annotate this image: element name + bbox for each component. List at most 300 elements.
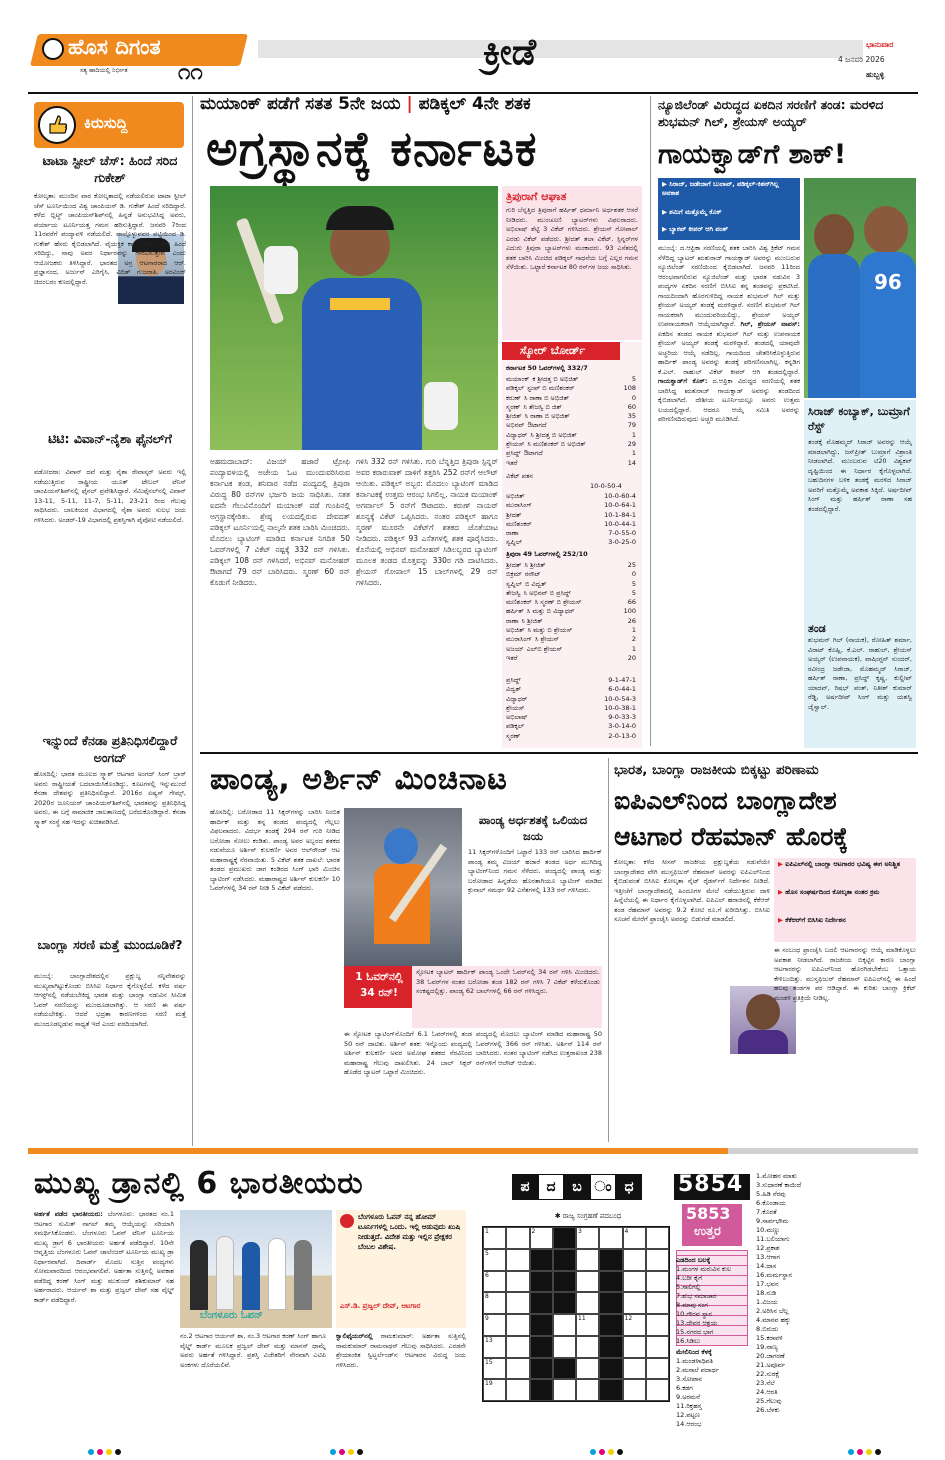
crossword-cell[interactable] (646, 1271, 669, 1293)
bullet-icon: ▶ (662, 225, 670, 233)
scoreboard-cell: 7-0-55-0 (608, 529, 636, 538)
tennis-players-photo (180, 1210, 332, 1328)
scoreboard-cell: ಸಿ ರಾಣಾ ಬಿ ಅಭಿಜಿತ್ (524, 393, 570, 402)
main-body-1: ಅಹಮದಾಬಾದ್: ವಿಜಯ್ ಹಜಾರೆ ಟ್ರೋಫಿ ಪಂದ್ಯಾವಳಿಯಲ್ಲಿ ಅಜೇಯ ಓಟ ಮುಂದುವರಿಸಿರುವ ಕರ್ನಾಟಕ ತಂಡ, ಶನಿವಾರ ನಡೆದ ಪಂದ್ಯದಲ್ಲಿ ತ್ರಿಪುರಾ ವಿರುದ್ಧ 80 ರನ್‌ಗಳ ಭರ್ಜರಿ ಜಯ ಸಾಧಿಸಿತು. ಸತತ ಐದನೇ ಗೆಲುವಿನೊಂದಿಗೆ ಮಯಾಂಕ್ ಪಡೆ ಗುಂಪಿನಲ್ಲಿ ಅಗ್ರಸ್ಥಾನಕ್ಕೇರಿತು. ಶ್ರೇಷ್ಠ ಲಯದಲ್ಲಿರುವ ದೇವದತ್ ಪಡಿಕ್ಕಲ್ ಟೂರ್ನಿಯಲ್ಲಿ ನಾಲ್ಕನೇ ಶತಕ ಬಾರಿಸಿ ಮಿಂಚಿದರು. ಮೊದಲು ಬ್ಯಾಟಿಂಗ್ ಮಾಡಿದ ಕರ್ನಾಟಕ ನಿಗದಿತ 50 ಓವರ್‌ಗಳಲ್ಲಿ 7 ವಿಕೆಟ್ ನಷ್ಟಕ್ಕೆ 332 ರನ್ ಗಳಿಸಿತು. ಪಡಿಕ್ಕಲ್ 108 ರನ್ ಗಳಿಸಿದರೆ, ಅಭಿನವ್ ಮನೋಹರ್ ಔಟಾಗದೆ 79 ರನ್ ಬಾರಿಸಿದರು. ಸ್ಮರಣ್ 60 ರನ್ ಕೊಡುಗೆ ನೀಡಿದರು. (210, 457, 350, 587)
scoreboard-cell: 5 (631, 588, 636, 597)
scoreboard-cell: ಸ್ವಪ್ನಿಲ್ (506, 579, 522, 588)
scoreboard-cell: ಇತರೆ (506, 653, 518, 662)
puzzle-caption-text: ರಾಜ್ಯ ಸಂಗ್ರಹಣೆ ಪದಬಂಧ (562, 1212, 622, 1220)
crossword-cell[interactable]: 9 (483, 1314, 506, 1336)
crossword-block (553, 1292, 576, 1314)
siraj-photo: 96 (804, 178, 916, 398)
bangla-bullet-3-text: ಕೆಕೆಆರ್‌ಗೆ ಬಿಸಿಸಿಐ ನಿರ್ದೇಶನ (785, 916, 846, 924)
clue-item: 25.ಗೆಲುವು (756, 1397, 782, 1405)
crossword-cell[interactable]: 11 (576, 1314, 599, 1336)
scoreboard-cell: ಸಿ ಶ್ರೀಜಿತ್ (524, 561, 546, 569)
clue-item: 9.ಅರಮನೆ (676, 1393, 700, 1401)
scoreboard-cell: ರಾಣಾ (506, 616, 519, 625)
scoreboard-innings-2 (506, 561, 636, 663)
across-list (676, 1265, 752, 1346)
clue-item: 5.ಹಿಡಿ ನೆರವು (756, 1190, 786, 1198)
scoreboard-cell (517, 654, 627, 663)
main-kicker-b: ಪಡಿಕ್ಕಲ್ 4ನೇ ಶತಕ (418, 94, 531, 114)
clue-item: 6.ಕಡಗ (676, 1384, 693, 1392)
crossword-cell[interactable]: 3 (576, 1227, 599, 1249)
puzzle-title-letter: ಧ (616, 1174, 642, 1200)
crossword-cell[interactable] (506, 1249, 529, 1271)
scoreboard-cell: 10-0-60-4 (604, 492, 636, 500)
print-marks-left (88, 1440, 124, 1459)
scoreboard-cell: ಬಿಕ್ರಮ್ (506, 570, 522, 579)
crossword-cell[interactable] (506, 1292, 529, 1314)
across-title: ಎಡದಿಂದ ಬಲಕ್ಕೆ (676, 1256, 711, 1264)
scoreboard-head-2: ತ್ರಿಪುರಾ 49 ಓವರ್‌ಗಳಲ್ಲಿ 252/10 (506, 550, 588, 558)
scoreboard-row (506, 589, 636, 598)
scoreboard-row (506, 713, 636, 722)
scoreboard-cell: ಸ್ಮರಣ್ (506, 731, 521, 740)
scoreboard-cell: ಶ್ರೀದತ್ (506, 561, 522, 569)
nz-bullet-2 (662, 208, 798, 217)
scoreboard-cell: 10-0-64-1 (604, 501, 636, 510)
scoreboard-cell: ಮಯಾಂಕ್ (506, 375, 530, 383)
scoreboard-row (506, 598, 636, 607)
scoreboard-row (506, 654, 636, 663)
clue-item: 20.ಜಾಗರಣೆ (756, 1352, 785, 1360)
bottom-bar-orange-2 (638, 1148, 728, 1154)
scoreboard-cell: ಅಭಿಜಿತ್ (506, 626, 525, 635)
kicker-separator: | (406, 94, 419, 114)
crossword-cell[interactable] (646, 1314, 669, 1336)
scoreboard-row (506, 570, 636, 579)
scoreboard-cell: ಸ್ಮರಣ್ (506, 402, 521, 411)
scoreboard-cell: ವಿದ್ಯಾಧರ್ (506, 430, 528, 439)
scoreboard-cell: ಹರ್ಷಿತ್ (506, 607, 524, 616)
crossword-grid[interactable] (482, 1226, 670, 1402)
puzzle-title-letter: ಪ (512, 1174, 538, 1200)
scoreboard-cell: 3-0-25-0 (608, 538, 636, 547)
bottom-headline: ಮುಖ್ಯ ಡ್ರಾನಲ್ಲಿ 6 ಭಾರತೀಯರು (34, 1166, 364, 1201)
logo-tagline: ಸತ್ಯ ಹಾದಿಯಲ್ಲಿ ನಿರ್ಭೀತ (80, 67, 128, 74)
scoreboard-cell: 1 (631, 430, 636, 439)
scoreboard-cell: 29 (627, 440, 636, 449)
bullet-icon: ▶ (662, 180, 670, 188)
scoreboard-cell: 35 (627, 412, 636, 421)
scoreboard-cell: 10-0-38-1 (604, 703, 636, 712)
scoreboard-cell: ಮುರಾಸಿಂಗ್ (506, 635, 532, 644)
crossword-cell[interactable] (506, 1314, 529, 1336)
clue-item: 12.ಪಟ್ಟಣ (676, 1411, 700, 1419)
pandya-badge-text: 1 ಓವರ್‌ನಲ್ಲಿ 34 ರನ್! (355, 971, 403, 999)
print-marks-right (848, 1440, 884, 1459)
main-body-col-1 (210, 456, 350, 746)
crossword-block (599, 1249, 622, 1271)
clue-item: 9.ಸಾರ್ವಭೌಮ (756, 1217, 789, 1225)
clue-item: 14.ದಾಸ (756, 1262, 777, 1270)
nz-bullet-3 (662, 225, 798, 234)
scoreboard-row (506, 580, 636, 589)
brief-1-body: ಕೋಲ್ಕತಾ: ಮುಂದಿನ ವಾರ ಕೋಲ್ಕತಾದಲ್ಲಿ ನಡೆಯಲಿರುವ ಟಾಟಾ ಸ್ಟೀಲ್ ಚೆಸ್ ಟೂರ್ನಿಯಿಂದ ವಿಶ್ವ ಚಾಂಪಿಯನ್ ಡಿ. ಗುಕೇಶ್ ಹಿಂದೆ ಸರಿದಿದ್ದಾರೆ. ಕಳೆದ ಬ್ಲಿಟ್ಜ್ ಚಾಂಪಿಯನ್‌ಶಿಪ್‌ನಲ್ಲಿ ಹಿನ್ನಡೆ ಅನುಭವಿಸಿದ್ದ ಅವರು, ಪರ್ಯಾಯ ಟೂರ್ನಿಯತ್ತ ಗಮನ ಹರಿಸುತ್ತಿದ್ದಾರೆ. ಜನವರಿ 7ರಿಂದ 11ರವರೆಗೆ ಪಂದ್ಯಾವಳಿ ನಡೆಯಲಿದೆ. ಪಾಲ್ಗೊಳ್ಳುವವರ ಪಟ್ಟಿಯಿಂದ ಡಿ. ಗುಕೇಶ್ ಹೆಸರು ಕೈಬಿಡಲಾಗಿದೆ. ವೈಯಕ್ತಿಕ ಕಾರಣದಿಂದ ಅವರು ಹಿಂದೆ ಸರಿದಿದ್ದು, ನಾವು ಅವರ ನಿರ್ಧಾರವನ್ನು ಗೌರವಿಸುತ್ತೇವೆ ಎಂದು ಆಯೋಜಕರು ತಿಳಿಸಿದ್ದಾರೆ. ಭಾರತದ ಅಗ್ರ ಆಟಗಾರರಾದ ಆರ್. ಪ್ರಜ್ಞಾನಂದ, ಅರ್ಜುನ್ ಎರಿಗೈಸಿ, ವಿದಿತ್ ಗುಜರಾತಿ, ಅರವಿಂದ್ ಚಿದಂಬರಂ ಕಣದಲ್ಲಿದ್ದಾರೆ. (34, 192, 186, 286)
fow-value: 10-0-50-4 (590, 482, 622, 490)
crossword-cell[interactable] (623, 1336, 646, 1358)
scoreboard-row (506, 459, 636, 468)
crossword-cell[interactable] (599, 1227, 622, 1249)
bangla-bullet-3 (778, 916, 914, 925)
pandya-body-col-1: ಹೊಸದಿಲ್ಲಿ: ಬರೋಡಾದ 11 ಸಿಕ್ಸರ್‌ಗಳನ್ನು ಬಾರಿಸಿ ನಿಂಬಿತ ಹಾರ್ದಿಕ್ ಮತ್ತು ತನ್ನ ತಂಡದ ಪಂದ್ಯದಲ್ಲಿ ಗೆಲ್ಲಲು ವಿಫಲವಾದರು. ವಿದರ್ಭ ತಂಡಕ್ಕೆ 294 ರನ್ ಗುರಿ ನೀಡಿದ ಬರೋಡಾ ಸೋಲು ಕಂಡಿತು. ಪಾಂಡ್ಯ ಅವರ ಅಬ್ಬರದ ಶತಕದ ನಡುವೆಯೂ ಅರ್ಶಿನ್ ಕುಲಕರ್ಣಿ ಅವರ ಆಲ್‌ರೌಂಡ್ ಆಟ ಮಹಾರಾಷ್ಟ್ರಕ್ಕೆ ನೆರವಾಯಿತು. 5 ವಿಕೆಟ್ ಶತಕ ದಾಖಲೆ: ಭಾರತ ತಂಡದ ಪ್ರಮುಖರು ಜಾಗ ಕಂಡಿರದ ಸಿಂಗ್ ಭಾರಿ ಮಿಂಚಿನ ಬ್ಯಾಟಿಂಗ್ ನಡೆಸಿದರು. ಮಹಾರಾಷ್ಟ್ರದ ಅರ್ಶಿನ್ ಕುಲಕರ್ಣಿ 10 ಓವರ್‌ಗಳಲ್ಲಿ 34 ರನ್ ನೀಡಿ 5 ವಿಕೆಟ್ ಪಡೆದರು. (210, 808, 340, 892)
crossword-block (599, 1292, 622, 1314)
scoreboard-cell: ಮುರಾಸಿಂಗ್ (506, 501, 532, 510)
scoreboard-row (506, 403, 636, 412)
scoreboard-cell: 25 (627, 561, 636, 569)
scoreboard-cell: 9-1-47-1 (608, 676, 636, 684)
down-list (676, 1357, 752, 1429)
clue-item: 15.ಕರಾವಳಿ (756, 1334, 783, 1342)
clue-item: 12.ಪ್ರಕಾಶ (756, 1244, 780, 1252)
answers-list-2 (756, 1298, 918, 1415)
pandya-divider (608, 758, 609, 1142)
scoreboard-cell: ಔಟಾಗದೆ (523, 449, 543, 458)
crossword-cell[interactable]: 4 (623, 1227, 646, 1249)
puzzle-title (512, 1174, 642, 1200)
crossword-cell[interactable] (506, 1358, 529, 1380)
crossword-cell[interactable] (553, 1336, 576, 1358)
scoreboard-row (506, 645, 636, 654)
crossword-block (553, 1227, 576, 1249)
crossword-cell[interactable] (646, 1227, 669, 1249)
clue-item: 5.ಸಾಲಿಗಲ್ಲಿ (676, 1283, 701, 1291)
crossword-block (599, 1271, 622, 1293)
clue-item: 3.ಸುಧಾರಣೆ ಕಾಯಿದೆ (756, 1181, 802, 1189)
clue-item: 11.ರಿಕ್ತಹಸ್ತ (676, 1402, 702, 1410)
section-bar (258, 40, 863, 58)
scoreboard-row (506, 635, 636, 644)
crossword-cell[interactable] (646, 1249, 669, 1271)
quote-author: ಎಸ್.ಡಿ. ಪ್ರಜ್ವಲ್ ದೇವ್, ಆಟಗಾರ (340, 1302, 421, 1310)
scoreboard-row (506, 617, 636, 626)
clue-item: 16.ಸಿಡಿಲು (676, 1337, 701, 1345)
scoreboard-row (506, 732, 636, 741)
answers-list (756, 1172, 918, 1415)
pandya-badge-body: ಸ್ಫೋಟಕ ಬ್ಯಾಟರ್ ಹಾರ್ದಿಕ್ ಪಾಂಡ್ಯ ಒಂದೇ ಓವರ್‌ನಲ್ಲಿ 34 ರನ್ ಗಳಿಸಿ ಮಿಂಚಿದರು. 38 ಓವರ್‌ಗಳ ನಂತರ ಬರೋಡಾ ತಂಡ 182 ರನ್ ಗಳಿಸಿ 7 ವಿಕೆಟ್ ಕಳೆದುಕೊಂಡು ಸಂಕಷ್ಟದಲ್ಲಿತ್ತು. ಪಾಂಡ್ಯ 62 ಬಾಲ್‌ಗಳಲ್ಲಿ 66 ರನ್ ಗಳಿಸಿದ್ದರು. (416, 968, 600, 995)
thumbs-up-icon (38, 106, 76, 144)
bangla-headline-1: ಐಪಿಎಲ್‌ನಿಂದ ಬಾಂಗ್ಲಾದೇಶ (614, 786, 837, 815)
crossword-cell[interactable] (506, 1379, 529, 1401)
scoreboard-cell: ಶ್ರೀದತ್ (506, 510, 522, 519)
crossword-cell[interactable] (623, 1379, 646, 1401)
tennis-photo-label: ಬೆಂಗಳೂರು ಓಪನ್ (200, 1310, 263, 1321)
bullet-icon: ▶ (778, 916, 786, 924)
clue-item: 7.ಶುಭ ಸಮಾಚಾರ (676, 1292, 717, 1300)
scoreboard-cell: 0 (631, 570, 636, 579)
across-clues (676, 1256, 752, 1429)
print-marks-center-2 (590, 1440, 626, 1459)
crossword-block (599, 1358, 622, 1380)
clue-item: 11.ಬಲಿಯಾಗು (756, 1235, 790, 1243)
clue-item: 18.ನುಡಿ (756, 1289, 777, 1297)
scoreboard-cell: ರನೌಟ್ (524, 570, 541, 579)
crossword-cell[interactable] (553, 1379, 576, 1401)
scoreboard-innings-1 (506, 375, 636, 468)
scoreboard-cell: 5 (631, 375, 636, 383)
scoreboard-cell: 108 (623, 384, 636, 393)
puzzle-star-icon: ✱ (554, 1212, 563, 1220)
bangla-bullet-2-text: ಹೊಸ ಸಂಘರ್ಷದಿಂದ ಕೋಲ್ಕತಾ ನಂತರ ಕ್ರಮ (785, 888, 880, 896)
puzzle-number: 5854 (678, 1172, 744, 1197)
clue-item: 16.ಮರ್ಮಸ್ಥಾನ (756, 1271, 793, 1279)
scoreboard-cell: ಇತರೆ (506, 458, 518, 467)
scoreboard-row (506, 695, 636, 704)
crossword-cell[interactable] (553, 1314, 576, 1336)
scoreboard-cell: 79 (627, 421, 636, 430)
crossword-block (599, 1336, 622, 1358)
clue-item: 1.ಮಂಗಳ ಮರುವಿನ ಕುಲ (676, 1265, 732, 1273)
scoreboard-cell: 3-0-14-0 (608, 722, 636, 731)
answer-label: ಉತ್ತರ (694, 1224, 721, 1239)
crossword-block (599, 1379, 622, 1401)
scoreboard-row (506, 704, 636, 713)
scoreboard-cell: ಎಲ್‌ಬಿ ಶ್ರೇಯಸ್ (526, 644, 563, 653)
crossword-cell[interactable] (646, 1358, 669, 1380)
scoreboard-cell: 1 (631, 644, 636, 653)
bottom-body-lead: ಅರ್ಹತೆ ಪಡೆದ ಭಾರತೀಯರು: (34, 1210, 108, 1218)
crossword-cell[interactable] (646, 1379, 669, 1401)
scoreboard-cell: ಸಿ ಮತ್ತು ಬಿ ವಿದ್ಯಾಧರ್ (526, 607, 575, 616)
crossword-cell[interactable] (623, 1358, 646, 1380)
mid-rule (200, 752, 918, 754)
side-story-body: ಗುರಿ ಬೆನ್ನತ್ತಿದ ತ್ರಿಪುರಾಗೆ ಹರ್ಷಿತ್ ಧರ್ಮಾನಿ ಅರ್ಧಶತಕ ಆಸರೆ ನೀಡಿದರು. ಮುಂಚೂಣಿ ಬ್ಯಾಟರ್‌ಗಳು ವಿಫಲರಾದರು. ಅಭಿಲಾಷ್ ಶೆಟ್ಟಿ 3 ವಿಕೆಟ್ ಗಳಿಸಿದರು. ಶ್ರೇಯಸ್ ಗೋಪಾಲ್ ಎರಡು ವಿಕೆಟ್ ಪಡೆದರು. ಶ್ರೀದತ್ ತಲಾ ವಿಕೆಟ್. ಸ್ಪಿನ್ನರ್‌ಗಳ ಎದುರು ತ್ರಿಪುರಾ ಬ್ಯಾಟರ್‌ಗಳು ಮಂಕಾದರು. 93 ಎಸೆತದಲ್ಲಿ ಶತಕ ಬಾರಿಸಿ ಮಿಂಚಿದ ಪಡಿಕ್ಕಲ್ ಸಾಧನೆಯ ಬಗ್ಗೆ ಎಲ್ಲರ ಗಮನ ಸೆಳೆಯಿತು. ಒಟ್ಟಾರೆ ಕರ್ನಾಟಕ 80 ರನ್‌ಗಳ ಜಯ ಸಾಧಿಸಿತು. (506, 206, 638, 271)
scoreboard-cell: ಸಿ ಮತ್ತು ಬಿ ಶ್ರೇಯಸ್ (527, 626, 573, 635)
crossword-cell[interactable] (646, 1292, 669, 1314)
main-body-2: ಗಳಿಸಿ 332 ರನ್ ಗಳಿಸಿತು. ಗುರಿ ಬೆನ್ನತ್ತಿದ ತ್ರಿಪುರಾ ಸ್ಪಿನ್ನರ್ ಅವರ ಕರಾರುವಾಕ್ ದಾಳಿಗೆ ತತ್ತರಿಸಿ 252 ರನ್‌ಗೆ ಆಲೌಟ್ ಆಯಿತು. ಪಡಿಕ್ಕಲ್ ಅಬ್ಬರ: ಮೊದಲು ಬ್ಯಾಟಿಂಗ್ ಮಾಡಿದ ಕರ್ನಾಟಕಕ್ಕೆ ಉತ್ತಮ ಆರಂಭ ಸಿಗಲಿಲ್ಲ. ನಾಯಕ ಮಯಾಂಕ್ ಅಗರ್ವಾಲ್ 5 ರನ್‌ಗೆ ಔಟಾದರು. ಕರುಣ್ ನಾಯರ್ ಶೂನ್ಯಕ್ಕೆ ವಿಕೆಟ್ ಒಪ್ಪಿಸಿದರು. ನಂತರ ಪಡಿಕ್ಕಲ್ ಹಾಗೂ ಸ್ಮರಣ್ ಮೂರನೇ ವಿಕೆಟ್‌ಗೆ ಶತಕದ ಜೊತೆಯಾಟ ನೀಡಿದರು. ಪಡಿಕ್ಕಲ್ 93 ಎಸೆತಗಳಲ್ಲಿ ಶತಕ ಪೂರೈಸಿದರು. ಕೊನೆಯಲ್ಲಿ ಅಭಿನವ್ ಮನೋಹರ್ ಸಿಡಿಲಬ್ಬರದ ಬ್ಯಾಟಿಂಗ್ ಮೂಲಕ ತಂಡದ ಮೊತ್ತವನ್ನು 330ರ ಗಡಿ ದಾಟಿಸಿದರು. ಶ್ರೇಯಸ್ ಗೋಪಾಲ್ 15 ಬಾಲ್‌ಗಳಲ್ಲಿ 29 ರನ್ ಗಳಿಸಿದರು. (356, 457, 498, 587)
nz-body-2: ಏಕದಿನ ತಂಡದ ನಾಯಕ ಶುಭಮನ್ ಗಿಲ್ ಮತ್ತು ಉಪನಾಯಕ ಶ್ರೇಯಸ್ ಅಯ್ಯರ್ ತಂಡಕ್ಕೆ ಮರಳಿದ್ದಾರೆ. ತಂಡದಲ್ಲಿ ಯಾವುದೇ ಅಚ್ಚರಿಯ ಆಯ್ಕೆ ನಡೆದಿಲ್ಲ. ಗಾಯದಿಂದ ಚೇತರಿಸಿಕೊಳ್ಳುತ್ತಿರುವ ಹಾರ್ದಿಕ್ ಪಾಂಡ್ಯ ಅವರನ್ನು ತಂಡಕ್ಕೆ ಪರಿಗಣಿಸಲಾಗಿಲ್ಲ. ಕನ್ನಡಿಗ ಕೆ.ಎಲ್. ರಾಹುಲ್ ವಿಕೆಟ್ ಕೀಪರ್ ಆಗಿ ತಂಡದಲ್ಲಿದ್ದಾರೆ. (658, 329, 800, 376)
crossword-cell[interactable] (576, 1292, 599, 1314)
crossword-cell[interactable]: 5 (483, 1249, 506, 1271)
scoreboard-cell: ಕ ಶ್ರೀದತ್ತ ಬಿ ಅಭಿಜಿತ್ (532, 375, 579, 383)
scoreboard-cell: 100 (623, 607, 636, 616)
scoreboard-cell: ಶ್ರೇಯಸ್ (506, 440, 525, 449)
bottom-body-col-3 (336, 1332, 466, 1436)
crossword-cell[interactable]: 19 (483, 1379, 506, 1401)
bottom-body-3: ರಾಮಕುಮಾರ್: ಅರ್ಹತಾ ಸುತ್ತಿನಲ್ಲಿ ರಾಮಕುಮಾರ್ ರಾಮನಾಥನ್ ಗೆಲುವು ಸಾಧಿಸಿದರು. ಎರಡನೇ ಶ್ರೇಯಾಂಕಿತ ಸ್ವಿಟ್ಜರ್ಲೆಂಡ್‌ನ ಆಟಗಾರನ ವಿರುದ್ಧ ಜಯ ಗಳಿಸಿದರು. (336, 1332, 466, 1369)
scoreboard-cell: ಶ್ರೀಜಿತ್ (506, 412, 522, 421)
crossword-block (530, 1336, 553, 1358)
scoreboard-row (506, 626, 636, 635)
crossword-block (553, 1358, 576, 1380)
scoreboard-cell: 20 (627, 653, 636, 662)
crossword-cell[interactable] (506, 1227, 529, 1249)
crossword-cell[interactable] (623, 1249, 646, 1271)
scoreboard-cell: ಸ್ಟಂಪ್ ಬಿ ಮಣಿಶಂಕರ್ (527, 384, 575, 393)
clue-item: 8.ಮಾವು ಸಂಗ (676, 1301, 708, 1309)
siraj-caption: ಸಿರಾಜ್ ಕಂಬ್ಯಾಕ್, ಬುಮ್ರಾಗೆ ರೆಸ್ಟ್ (808, 405, 910, 433)
bowling-innings-2 (506, 676, 636, 741)
section-title: ಕ್ರೀಡೆ (483, 32, 537, 73)
scoreboard-cell: ಔಟಾಗದೆ (527, 421, 547, 430)
scoreboard-row (506, 561, 636, 570)
clue-item: 4.ಮಾನವ ಹಕ್ಕು (756, 1316, 791, 1324)
nz-body: ಮುಂಬೈ: ದ.ಆಫ್ರಿಕಾ ಸರಣಿಯಲ್ಲಿ ಶತಕ ಬಾರಿಸಿ ವಿಶ್ವ ಕ್ರಿಕೆಟ್ ಗಮನ ಸೆಳೆದಿದ್ದ ಬ್ಯಾಟರ್ ಋತುರಾಜ್ ಗಾಯಕ್ವಾಡ್ ಅವರನ್ನು ಮುಂಬರುವ ನ್ಯೂಜಿಲೆಂಡ್ ಸರಣಿಯಿಂದ ಕೈಬಿಡಲಾಗಿದೆ. ಜನವರಿ 11ರಿಂದ ಆರಂಭವಾಗಲಿರುವ ನ್ಯೂಜಿಲೆಂಡ್ ಮತ್ತು ಭಾರತ ನಡುವಿನ 3 ಪಂದ್ಯಗಳ ಏಕದಿನ ಸರಣಿಗೆ ಬಿಸಿಸಿಐ ತನ್ನ ತಂಡವನ್ನು ಪ್ರಕಟಿಸಿದೆ. ಗಾಯದಿಂದಾಗಿ ಹೊರಗುಳಿದಿದ್ದ ನಾಯಕ ಶುಭಮನ್ ಗಿಲ್ ಮತ್ತು ಶ್ರೇಯಸ್ ಅಯ್ಯರ್ ತಂಡಕ್ಕೆ ಮರಳಿದ್ದಾರೆ. ಸರಣಿಗೆ ಶುಭಮನ್ ಗಿಲ್ ನಾಯಕರಾಗಿ ಮುಂದುವರಿಯಲಿದ್ದು, ಶ್ರೇಯಸ್ ಅಯ್ಯರ್ ಉಪನಾಯಕರಾಗಿ ಆಯ್ಕೆಯಾಗಿದ್ದಾರೆ. (658, 244, 800, 328)
scoreboard-cell: ಅಜಯ್ (506, 644, 524, 653)
main-headline: ಅಗ್ರಸ್ಥಾನಕ್ಕೆ ಕರ್ನಾಟಕ (206, 121, 538, 177)
scoreboard-row (506, 375, 636, 384)
nz-bullet-1 (662, 180, 798, 198)
crossword-cell[interactable]: 2 (530, 1227, 553, 1249)
scoreboard-cell: 66 (627, 598, 636, 607)
crossword-block (553, 1271, 576, 1293)
clue-item: 14.ಆರಂಭ (676, 1420, 702, 1428)
bullet-icon: ▶ (778, 888, 786, 896)
clue-item: 10.ಗೌರವ ಸ್ಥಾನ (676, 1310, 712, 1318)
scoreboard-cell: ಪ್ರಸಿದ್ಧ್ (506, 676, 521, 684)
scoreboard-cell: ವಿದ್ವತ್ (506, 685, 522, 694)
padikkal-photo (210, 186, 498, 450)
clue-item: 15.ನಗರದ ಭಾಗ (676, 1328, 714, 1336)
bangla-bullet-1 (778, 860, 914, 869)
crossword-cell[interactable]: 15 (483, 1358, 506, 1380)
clue-item: 3.ಸೋಪಾನ (676, 1375, 703, 1383)
scoreboard-cell: 26 (627, 616, 636, 625)
crossword-cell[interactable] (576, 1379, 599, 1401)
down-title: ಮೇಲಿನಿಂದ ಕೆಳಕ್ಕೆ (676, 1348, 712, 1356)
scoreboard-cell: ಸಿ ರಾಣಾ ಬಿ ಅಭಿಜಿತ್ (524, 412, 570, 421)
crossword-cell[interactable] (506, 1271, 529, 1293)
clue-item: 22.ಸುರಕ್ಷೆ (756, 1370, 780, 1378)
puzzle-caption (512, 1212, 664, 1221)
crossword-cell[interactable] (576, 1336, 599, 1358)
scoreboard-row (506, 520, 636, 529)
bangla-kicker: ಭಾರತ, ಬಾಂಗ್ಲಾ ರಾಜಕೀಯ ಬಿಕ್ಕಟ್ಟು ಪರಿಣಾಮ (614, 762, 819, 778)
crossword-cell[interactable] (646, 1336, 669, 1358)
crossword-cell[interactable] (623, 1292, 646, 1314)
clue-item: 13.ಆಗಾಗ (756, 1253, 780, 1261)
crossword-cell[interactable]: 8 (483, 1292, 506, 1314)
crossword-cell[interactable] (576, 1249, 599, 1271)
clue-item: 6.ಕೊಂಡಾಯ (756, 1199, 786, 1207)
scoreboard-cell: ಮಣಿಶಂಕರ್ (506, 519, 532, 528)
scoreboard-cell: ತೇಜಸ್ವಿ (506, 588, 521, 597)
scoreboard-cell: ರಾಣಾ (506, 529, 519, 538)
main-body-col-2 (356, 456, 498, 746)
bangla-body-col-2: ಈ ಸಂಬಂಧ ಫ್ರಾಂಚೈಸಿ ಬದಲಿ ಆಟಗಾರನನ್ನು ಆಯ್ಕೆ ಮಾಡಿಕೊಳ್ಳಲು ಅವಕಾಶ ನೀಡಲಾಗಿದೆ. ರಾಜಕೀಯ ಬಿಕ್ಕಟ್ಟಿನ ಕಾರಣ ಬಾಂಗ್ಲಾ ಆಟಗಾರರನ್ನು ಐಪಿಎಲ್‌ನಿಂದ ಹೊರಗಿಡಬೇಕೆಂಬ ಒತ್ತಾಯ ಕೇಳಿಬಂದಿತ್ತು. ಮುಸ್ತಫಿಜುರ್ ರೆಹಮಾನ್ ಐಪಿಎಲ್‌ನಲ್ಲಿ ಈ ಹಿಂದೆ ಹಲವು ತಂಡಗಳ ಪರ ಆಡಿದ್ದಾರೆ. ಈ ಕುರಿತು ಬಾಂಗ್ಲಾ ಕ್ರಿಕೆಟ್ ಮಂಡಳಿ ಪ್ರತಿಕ್ರಿಯೆ ನೀಡಿಲ್ಲ. (774, 946, 916, 1002)
fow-label: ವಿಕೆಟ್ ಪತನ (506, 472, 534, 480)
nz-bullet-1-text: ಸಿರಾಜ್, ಜಡೇಜಾಗೆ ಬುಲಾವ್, ಪಡಿಕ್ಕಲ್-ಕಿಶನ್‌ಗಿಲ್ಲ ಅವಕಾಶ (662, 180, 779, 197)
masthead-city: ಹುಬ್ಬಳ್ಳಿ (866, 70, 885, 79)
nz-bullet-2-text: ಶಮಿಗೆ ಮತ್ತೊಮ್ಮೆ ಕೊಕ್ (669, 208, 722, 216)
crossword-cell[interactable] (576, 1358, 599, 1380)
crossword-block (530, 1271, 553, 1293)
crossword-block (530, 1358, 553, 1380)
crossword-cell[interactable]: 12 (623, 1314, 646, 1336)
clue-item: 17.ಭವನ (756, 1280, 779, 1288)
scoreboard-cell: 5 (631, 579, 636, 588)
scoreboard-cell: ಸಿ ಸ್ಮರಣ್ ಬಿ ಶ್ರೇಯಸ್ (534, 598, 582, 607)
scoreboard-cell: 10-0-44-1 (604, 519, 636, 528)
puzzle-title-letter: ದ (538, 1174, 564, 1200)
print-marks-center (330, 1440, 366, 1459)
scoreboard-row (506, 607, 636, 616)
clue-item: 10.ಮಣ್ಣು (756, 1226, 781, 1234)
side-story-title: ತ್ರಿಪುರಾಗೆ ಆಘಾತ (506, 190, 567, 203)
puzzle-title-letter: ಬ (564, 1174, 590, 1200)
bangla-bullets (774, 858, 916, 942)
clue-item: 4.ಬರೀ ಕೈಗೆ (676, 1274, 703, 1282)
crossword-block (530, 1292, 553, 1314)
bullet-icon: ▶ (778, 860, 786, 868)
pandya-photo (344, 808, 462, 966)
main-kicker-a: ಮಯಾಂಕ್ ಪಡೆಗೆ ಸತತ 5ನೇ ಜಯ (200, 94, 401, 114)
team-list: ಶುಭಮನ್ ಗಿಲ್ (ನಾಯಕ), ರೋಹಿತ್ ಶರ್ಮಾ, ವಿರಾಟ್ ಕೊಹ್ಲಿ, ಕೆ.ಎಲ್. ರಾಹುಲ್, ಶ್ರೇಯಸ್ ಅಯ್ಯರ್ (ಉಪನಾಯಕ), ವಾಷಿಂಗ್ಟನ್ ಸುಂದರ್, ರವೀಂದ್ರ ಜಡೇಜಾ, ಮೊಹಮ್ಮದ್ ಸಿರಾಜ್, ಹರ್ಷಿತ್ ರಾಣಾ, ಪ್ರಸಿದ್ಧ್ ಕೃಷ್ಣ, ಕುಲ್ದೀಪ್ ಯಾದವ್, ರಿಷಭ್ ಪಂತ್, ನಿತೀಶ್ ಕುಮಾರ್ ರೆಡ್ಡಿ, ಅರ್ಷದೀಪ್ ಸಿಂಗ್ ಮತ್ತು ಯಶಸ್ವಿ ಜೈಸ್ವಾಲ್. (808, 636, 912, 711)
brief-4-title: ಬಾಂಗ್ಲಾ ಸರಣಿ ಮತ್ತೆ ಮುಂದೂಡಿಕೆ? (37, 937, 183, 952)
scoreboard-cell: ಶ್ರೇಯಸ್ (506, 703, 525, 712)
scoreboard-cell: 1 (631, 626, 636, 635)
scoreboard-cell: 2 (631, 635, 636, 644)
brief-2-body: ವಡೋದರಾ: ವಿವಾನ್ ದವೆ ಮತ್ತು ನೈಶಾ ರೇವಾಸ್ಕರ್ ಅವರು ಇಲ್ಲಿ ನಡೆಯುತ್ತಿರುವ ರಾಷ್ಟ್ರೀಯ ಯೂತ್ ಟೇಬಲ್ ಟೆನಿಸ್ ಚಾಂಪಿಯನ್‌ಶಿಪ್‌ನಲ್ಲಿ ಫೈನಲ್ ಪ್ರವೇಶಿಸಿದ್ದಾರೆ. ಸೆಮಿಫೈನಲ್‌ನಲ್ಲಿ ವಿವಾನ್ 13-11, 5-11, 11-7, 5-11, 23-21 ರಿಂದ ಗೆಲುವು ಸಾಧಿಸಿದರು. ಬಾಲಕಿಯರ ವಿಭಾಗದಲ್ಲಿ ನೈಶಾ ಅವರು ಸುಲಭ ಜಯ ಗಳಿಸಿದರು. ಅಂಡರ್-19 ವಿಭಾಗದಲ್ಲಿ ಪ್ರಶಸ್ತಿಗಾಗಿ ಪೈಪೋಟಿ ನಡೆಯಲಿದೆ. (34, 468, 186, 524)
clue-item: 26.ಬೆಳಕು (756, 1406, 780, 1414)
scoreboard-row (506, 449, 636, 458)
bottom-body-col (34, 1210, 174, 1438)
scoreboard-row (506, 511, 636, 520)
scoreboard-row (506, 538, 636, 547)
scoreboard-cell: ವಿದ್ಯಾಧರ್ (506, 694, 528, 703)
quote-text: ಬೆಂಗಳೂರು ಓಪನ್ ನನ್ನ ಹೋಮ್ ಟೂರ್ನಿಗಳಲ್ಲಿ ಒಂದು. ಇಲ್ಲಿ ಆಡುವುದು ಖುಷಿ ನೀಡುತ್ತದೆ. ವಿದೇಶ ಮತ್ತು ಇಲ್ಲಿನ ಪ್ರೇಕ್ಷಕರ ಬೆಂಬಲ ವಿಶೇಷ. (358, 1213, 461, 1251)
scoreboard-row (506, 440, 636, 449)
pandya-body-col-2: ಈ ಸ್ಫೋಟಕ ಬ್ಯಾಟಿಂಗ್‌ನೊಂದಿಗೆ 6.1 ಓವರ್‌ಗಳಲ್ಲಿ ತಂಡ 50 ರನ್ ದಾಟಿತು. ಅರ್ಶಿನ್ ಶತಕ: ಇನ್ನೊಂದು ಪಂದ್ಯದಲ್ಲಿ ಅರ್ಶಿನ್ ಕುಲಕರ್ಣಿ ಅವರ ಅಮೋಘ ಶತಕದ ನೆರವಿನಿಂದ ಮಹಾರಾಷ್ಟ್ರ ಗೆಲುವು ದಾಖಲಿಸಿತು. 24 ಬಾಲ್ ಸಿಕ್ಸರ್ ಹೊಡೆದ ಬ್ಯಾಟರ್ ಒಟ್ಟಾರೆ ಮಿಂಚಿದರು. (344, 1030, 472, 1076)
scoreboard-cell: ಸ್ವಪ್ನಿಲ್ (506, 538, 522, 547)
center-divider (650, 96, 651, 746)
scoreboard-cell: ಕರುಣ್ (506, 393, 522, 402)
brief-3-title: ಇನ್ನುಂದೆ ಕೆನಡಾ ಪ್ರತಿನಿಧಿಸಲಿದ್ದಾರೆ ಅಂಗದ್ (42, 733, 178, 765)
scoreboard-cell: 60 (627, 402, 636, 411)
brief-2-title: ಟಿಟಿ: ವಿವಾನ್-ನೈಶಾ ಫೈನಲ್‌ಗೆ (48, 431, 172, 446)
brief-4-body: ಮುಂಬೈ: ಬಾಂಗ್ಲಾದೇಶದಲ್ಲಿನ ಪ್ರಕ್ಷುಬ್ಧ ಸನ್ನಿವೇಶವನ್ನು ಮುಖ್ಯವಾಗಿಟ್ಟುಕೊಂಡು ಬಿಸಿಸಿಐ ನಿರ್ಧಾರ ಕೈಗೊಳ್ಳಲಿದೆ. ಕಳೆದ ವರ್ಷ ಆಗಸ್ಟ್‌ನಲ್ಲಿ ನಡೆಯಬೇಕಿದ್ದ ಭಾರತ ಮತ್ತು ಬಾಂಗ್ಲಾ ನಡುವಿನ ಸೀಮಿತ ಓವರ್ ಸರಣಿಯನ್ನು ಮುಂದೂಡಲಾಗಿತ್ತು. ಆ ಸರಣಿ ಈ ವರ್ಷ ನಡೆಯಬೇಕಿತ್ತು. ಆದರೆ ಭದ್ರತಾ ಕಾರಣಗಳಿಂದ ಸರಣಿ ಮತ್ತೆ ಮುಂದೂಡಲ್ಪಡುವ ಸಾಧ್ಯತೆ ಇದೆ ಎಂದು ವರದಿಯಾಗಿದೆ. (34, 972, 186, 1028)
bangla-bullet-1-text: ಐಪಿಎಲ್‌ನಲ್ಲಿ ಬಾಂಗ್ಲಾ ಆಟಗಾರರ ಭವಿಷ್ಯ ಈಗ ಅನಿಶ್ಚಿತ (785, 860, 901, 868)
crossword-block (530, 1314, 553, 1336)
brief-1-title: ಟಾಟಾ ಸ್ಟೀಲ್ ಚೆಸ್: ಹಿಂದೆ ಸರಿದ ಗುಕೇಶ್ (42, 153, 178, 185)
scoreboard-cell: 2-0-13-0 (608, 731, 636, 740)
scoreboard-row (506, 722, 636, 731)
scoreboard-row (506, 384, 636, 393)
logo-emblem-icon (42, 38, 64, 60)
crossword-cell[interactable]: 6 (483, 1271, 506, 1293)
scoreboard-cell: ಸಿ ಶ್ರೀಜಿತ್ (521, 616, 543, 625)
crossword-cell[interactable] (506, 1336, 529, 1358)
scoreboard-row (506, 676, 636, 685)
scoreboard-cell: 1 (631, 449, 636, 458)
scoreboard-row (506, 529, 636, 538)
masthead-day: ಭಾನುವಾರ (866, 40, 894, 49)
scoreboard-row (506, 431, 636, 440)
scoreboard-row (506, 685, 636, 694)
bangla-headline-2: ಆಟಗಾರ ರೆಹಮಾನ್ ಹೊರಕ್ಕೆ (614, 822, 849, 851)
scoreboard-cell: ಮಣಿಶಂಕರ್ (506, 598, 532, 607)
clue-item: 23.ನೆಲೆ (756, 1379, 775, 1387)
bottom-body: ಬೆಂಗಳೂರು: ಭಾರತದ ನಂ.1 ಆಟಗಾರ ಸುಮಿತ್ ನಾಗಲ್ ತಮ್ಮ ಆಯ್ಕೆಯನ್ನು ಸರಿಯಾಗಿ ಸಮರ್ಥಿಸಿಕೊಂಡರು. ಬೆಂಗಳೂರು ಓಪನ್ ಟೆನಿಸ್ ಟೂರ್ನಿಯ ಮುಖ್ಯ ಡ್ರಾಗೆ 6 ಭಾರತೀಯರು ಅರ್ಹತೆ ಪಡೆದಿದ್ದಾರೆ. 10ನೇ ಆವೃತ್ತಿಯ ಬೆಂಗಳೂರು ಓಪನ್ ಚಾಲೆಂಜರ್ ಟೂರ್ನಿಯ ಮುಖ್ಯ ಡ್ರಾ ನಿರ್ಧಾರವಾಗಿದೆ. ದಿವಾರ್ಡ್ ಮೊದಲ ಸುತ್ತಿನ ಪಂದ್ಯಗಳು ಸೋಮವಾರದಿಂದ ಆರಂಭವಾಗಲಿವೆ. ಅರ್ಹತಾ ಸುತ್ತಿನಲ್ಲಿ ಅವಕಾಶ ಪಡೆದಿದ್ದ ಕರಣ್ ಸಿಂಗ್ ಮತ್ತು ಮುಕುಂದ್ ಶಶಿಕುಮಾರ್ ಸಹ ಅರ್ಹರಾದರು. ಆರ್ಯನ್ ಶಾ ಮತ್ತು ಪ್ರಜ್ವಲ್ ದೇವ್ ಸಹ ವೈಲ್ಡ್ ಕಾರ್ಡ್ ಪಡೆದಿದ್ದಾರೆ. (34, 1210, 174, 1304)
nz-bullet-3-text: ಬ್ಯಾಕಪ್ ಕೀಪರ್ ಆಗಿ ಪಂತ್ (669, 225, 728, 233)
scoreboard-cell: ಸಿ ಶ್ರೀದತ್ತ ಬಿ ಅಭಿಜಿತ್ (530, 430, 577, 439)
crossword-cell[interactable]: 13 (483, 1336, 506, 1358)
scoreboard-cell: ಅಭಿಲಾಷ್ (506, 713, 528, 722)
crossword-cell[interactable] (576, 1271, 599, 1293)
clue-item: 24.ಆರತಿ (756, 1388, 778, 1396)
bowling-innings-1 (506, 492, 636, 548)
scoreboard-cell: 14 (627, 458, 636, 467)
siraj-caption-body: ತಂಡಕ್ಕೆ ಮೊಹಮ್ಮದ್ ಸಿರಾಜ್ ಅವರನ್ನು ಆಯ್ಕೆ ಮಾಡಲಾಗಿದ್ದು, ಜಸ್‌ಪ್ರೀತ್ ಬುಮ್ರಾಗೆ ವಿಶ್ರಾಂತಿ ನೀಡಲಾಗಿದೆ. ಮುಂಬರುವ ಟಿ20 ವಿಶ್ವಕಪ್ ದೃಷ್ಟಿಯಿಂದ ಈ ನಿರ್ಧಾರ ಕೈಗೊಳ್ಳಲಾಗಿದೆ. ಬಹುದಿನಗಳ ಬಳಿಕ ತಂಡಕ್ಕೆ ಮರಳಿದ ಸಿರಾಜ್ ಅವರಿಗೆ ಮತ್ತೊಮ್ಮೆ ಅವಕಾಶ ಸಿಕ್ಕಿದೆ. ಅರ್ಷದೀಪ್ ಸಿಂಗ್ ಮತ್ತು ಹರ್ಷಿತ್ ರಾಣಾ ಸಹ ತಂಡದಲ್ಲಿದ್ದಾರೆ. (808, 438, 912, 513)
nz-body-col (658, 244, 800, 748)
crossword-cell[interactable]: 1 (483, 1227, 506, 1249)
crossword-cell[interactable] (623, 1271, 646, 1293)
scoreboard-row (506, 421, 636, 430)
crossword-block (553, 1249, 576, 1271)
clue-item: 1.ವಿಜಯ (756, 1298, 778, 1306)
